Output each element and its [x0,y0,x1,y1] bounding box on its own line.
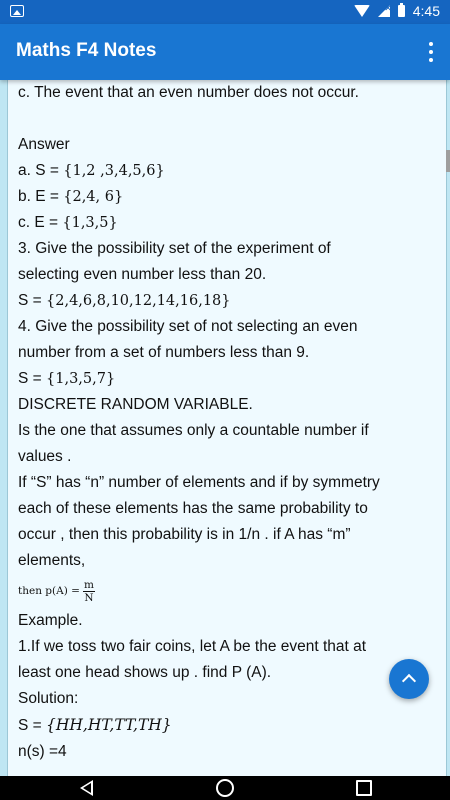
text-line: number from a set of numbers less than 9. [18,344,310,361]
chevron-up-icon [402,674,416,688]
answer-b: b. E = {2,4, 6} [18,188,124,205]
text-line: Is the one that assumes only a countable number if [18,422,369,439]
scroll-top-button[interactable] [389,659,429,699]
solution-heading: Solution: [18,690,79,707]
status-icons [354,3,440,19]
text-line: each of these elements has the same probability to [18,500,368,517]
answer-c: c. E = {1,3,5} [18,214,118,231]
text-line: 3. Give the possibility set of the experiment of [18,240,331,257]
app-title: Maths F4 Notes [16,40,157,61]
scrollbar-thumb[interactable] [446,150,450,172]
text-line: If “S” has “n” number of elements and if by symmetry [18,474,380,491]
text-line: 1.If we toss two fair coins, let A be the event that at [18,638,367,655]
status-bar [0,0,450,24]
recents-icon[interactable] [356,780,372,796]
section-title: DISCRETE RANDOM VARIABLE. [18,396,253,413]
content-area [0,80,450,776]
back-icon[interactable] [80,780,93,796]
status-time: 4:45 [412,3,440,19]
sample-space: S = {HH,HT,TT,TH} [18,716,172,734]
text-line: selecting even number less than 20. [18,266,267,283]
q4-answer: S = {1,3,5,7} [18,370,116,387]
text-line: elements, [18,552,86,569]
home-icon[interactable] [216,779,234,797]
battery-icon [398,5,405,17]
text-line: c. The event that an even number does not occur. [18,84,359,101]
text-line: occur , then this probability is in 1/n . if A has “m” [18,526,351,543]
example-heading: Example. [18,612,83,629]
text-line: 4. Give the possibility set of not selecting an even [18,318,358,335]
text-line: values . [18,448,72,465]
text-line: least one head shows up . find P (A). [18,664,272,681]
app-bar [0,24,450,80]
answer-a: a. S = {1,2 ,3,4,5,6} [18,162,165,179]
q3-answer: S = {2,4,6,8,10,12,14,16,18} [18,292,231,309]
document-page[interactable] [7,80,447,776]
wifi-icon [354,5,370,17]
navigation-bar [0,776,450,800]
more-vert-icon[interactable] [426,40,436,64]
image-icon [10,5,24,17]
answer-heading: Answer [18,136,70,153]
formula-image: then p(A) = $\frac{m}{N}$ [18,578,94,604]
text-line: n(s) =4 [18,743,67,760]
signal-icon: ✕ [378,5,390,17]
